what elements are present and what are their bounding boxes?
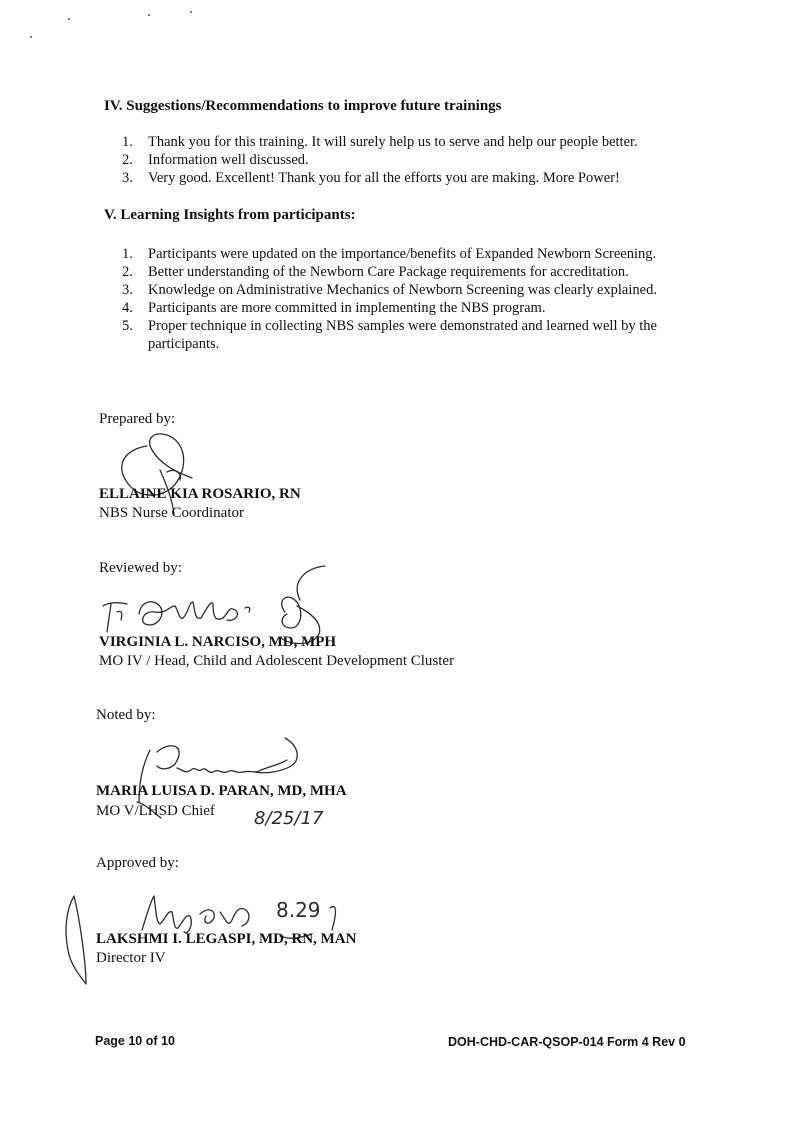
list-item <box>122 133 702 151</box>
prepared-name: ELLAINE KIA ROSARIO, RN <box>99 486 301 502</box>
list-item <box>122 299 707 317</box>
list-text: Information well discussed. <box>148 152 309 168</box>
list-number: 3. <box>122 282 133 298</box>
list-number: 4. <box>122 300 133 316</box>
list-number: 1. <box>122 134 133 150</box>
list-number: 5. <box>122 318 133 334</box>
approved-by-label: Approved by: <box>96 855 179 871</box>
page-of: of <box>142 1034 162 1048</box>
noted-title: MO V/LHSD Chief <box>96 803 215 819</box>
noted-name: MARIA LUISA D. PARAN, MD, MHA <box>96 783 347 799</box>
approved-name: LAKSHMI I. LEGASPI, MD, RN, MAN <box>96 931 357 947</box>
noted-handwritten-date: 8/25/17 <box>254 808 324 829</box>
scan-speck <box>190 11 192 13</box>
form-code: DOH-CHD-CAR-QSOP-014 Form 4 Rev 0 <box>448 1035 686 1049</box>
list-item <box>122 317 707 353</box>
page-total: 10 <box>161 1034 175 1048</box>
list-text: Thank you for this training. It will surely help us to serve and help our people better. <box>148 134 638 150</box>
list-text: Participants are more committed in implementing the NBS program. <box>148 300 546 316</box>
list-number: 1. <box>122 246 133 262</box>
list-text: Knowledge on Administrative Mechanics of Newborn Screening was clearly explained. <box>148 282 657 298</box>
list-text: Very good. Excellent! Thank you for all the efforts you are making. More Power! <box>148 170 620 186</box>
reviewed-by-label: Reviewed by: <box>99 560 182 576</box>
page-prefix: Page <box>95 1034 129 1048</box>
list-item <box>122 245 707 263</box>
list-text: Participants were updated on the importance/benefits of Expanded Newborn Screening. <box>148 246 657 262</box>
scan-speck <box>148 14 150 16</box>
list-item <box>122 281 707 299</box>
noted-by-label: Noted by: <box>96 707 156 723</box>
list-number: 2. <box>122 152 133 168</box>
reviewed-title: MO IV / Head, Child and Adolescent Development Cluster <box>99 653 455 669</box>
list-text: Proper technique in collecting NBS samples were demonstrated and learned well by the participants. <box>148 318 657 352</box>
list-number: 3. <box>122 170 133 186</box>
list-item <box>122 169 702 187</box>
page-number <box>95 1034 175 1048</box>
section-4-heading: IV. Suggestions/Recommendations to improve future trainings <box>104 98 502 114</box>
list-text: Better understanding of the Newborn Care Package requirements for accreditation. <box>148 264 629 280</box>
suggestions-list <box>122 133 702 187</box>
page-current: 10 <box>128 1034 143 1048</box>
prepared-by-label: Prepared by: <box>99 411 176 427</box>
list-item <box>122 151 702 169</box>
list-item <box>122 263 707 281</box>
prepared-title: NBS Nurse Coordinator <box>99 505 244 521</box>
scan-speck <box>68 18 70 20</box>
reviewed-name: VIRGINIA L. NARCISO, MD, MPH <box>99 634 337 650</box>
section-5-heading: V. Learning Insights from participants: <box>104 207 356 223</box>
insights-list <box>122 245 707 353</box>
list-number: 2. <box>122 264 133 280</box>
approved-handwritten-date: 8.29 <box>276 898 321 922</box>
scan-speck <box>30 36 32 38</box>
approved-title: Director IV <box>96 950 166 966</box>
